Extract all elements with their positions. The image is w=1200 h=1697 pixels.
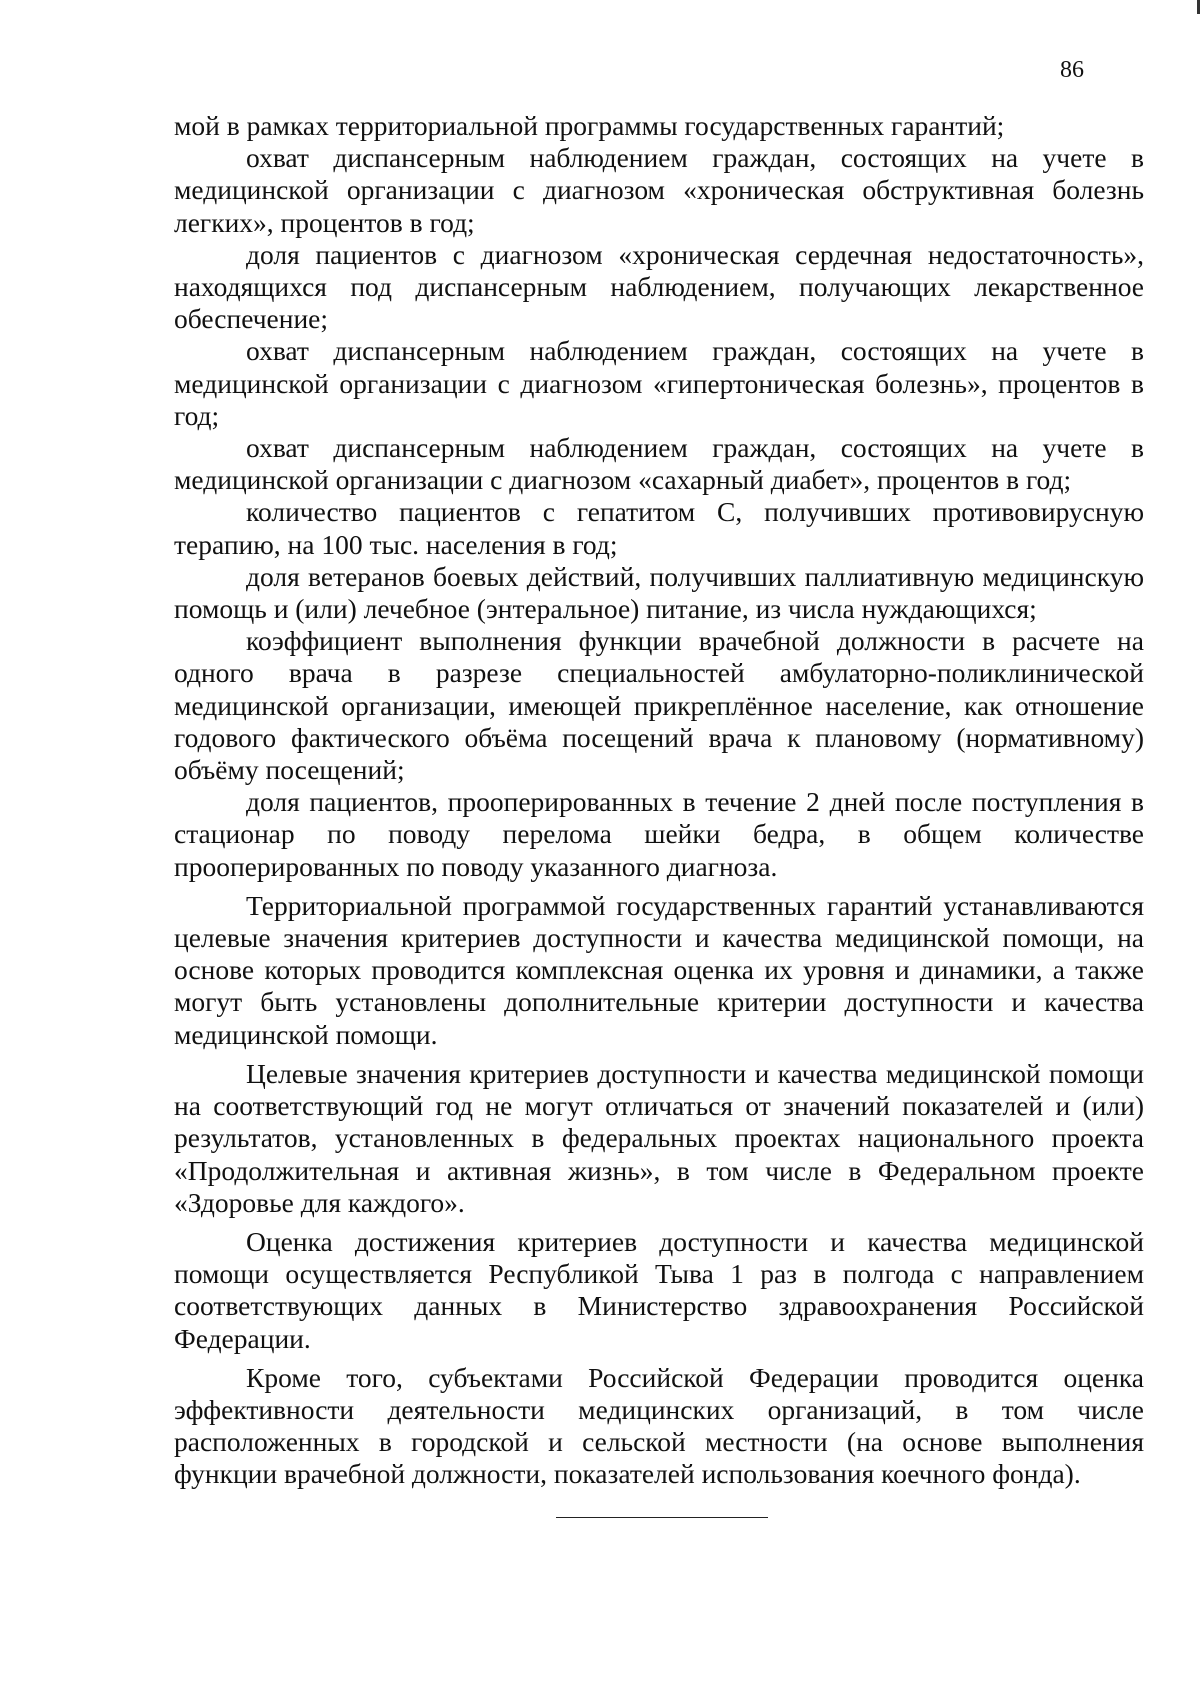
paragraph-target-values: Территориальной программой государственных гарантий устанавливаются целевые значения критериев доступности и качества медицинской помощи, на основе которых проводится комплексная оценка их уровня и динамики, а также могут быть установлены дополнительные критерии доступности и качества медицинской помощи. <box>174 889 1144 1050</box>
paragraph-heart-failure-share: доля пациентов с диагнозом «хроническая сердечная недостаточность», находящихся под диспансерным наблюдением, получающих лекарственное обеспечение; <box>174 238 1144 335</box>
section-end-rule <box>556 1517 768 1518</box>
paragraph-hepatitis-c: количество пациентов с гепатитом C, получивших противовирусную терапию, на 100 тыс. населения в год; <box>174 496 1144 560</box>
paragraph-copd-coverage: охват диспансерным наблюдением граждан, состоящих на учете в медицинской организации с диагнозом «хроническая обструктивная болезнь легких», процентов в год; <box>174 142 1144 238</box>
body-text <box>174 110 1144 1491</box>
paragraph-target-values-constraint: Целевые значения критериев доступности и качества медицинской помощи на соответствующий год не могут отличаться от значений показателей и (или) результатов, установленных в федеральных проектах национального проекта «Продолжительная и активная жизнь», в том числе в Федеральном проекте «Здоровье для каждого». <box>174 1057 1144 1218</box>
paragraph-diabetes-coverage: охват диспансерным наблюдением граждан, состоящих на учете в медицинской организации с диагнозом «сахарный диабет», процентов в год; <box>174 432 1144 496</box>
paragraph-hypertension-coverage: охват диспансерным наблюдением граждан, состоящих на учете в медицинской организации с диагнозом «гипертоническая болезнь», процентов в год; <box>174 335 1144 431</box>
paragraph-assessment-frequency: Оценка достижения критериев доступности и качества медицинской помощи осуществляется Республикой Тыва 1 раз в полгода с направлением соответствующих данных в Министерство здравоохранения Российской Федерации. <box>174 1225 1144 1354</box>
paragraph-hip-fracture-surgery: доля пациентов, прооперированных в течение 2 дней после поступления в стационар по поводу перелома шейки бедра, в общем количестве прооперированных по поводу указанного диагноза. <box>174 786 1144 882</box>
paragraph-veterans-palliative: доля ветеранов боевых действий, получивших паллиативную медицинскую помощь и (или) лечебное (энтеральное) питание, из числа нуждающихся; <box>174 560 1144 625</box>
paragraph-organization-efficiency: Кроме того, субъектами Российской Федерации проводится оценка эффективности деятельности медицинских организаций, в том числе расположенных в городской и сельской местности (на основе выполнения функции врачебной должности, показателей использования коечного фонда). <box>174 1361 1144 1490</box>
paragraph-continuation: мой в рамках территориальной программы государственных гарантий; <box>174 110 1005 141</box>
paragraph-physician-function-coefficient: коэффициент выполнения функции врачебной должности в расчете на одного врача в разрезе специальностей амбулаторно-поликлинической медицинской организации, имеющей прикреплённое население, как отношение годового фактического объёма посещений врача к плановому (нормативному) объёму посещений; <box>174 625 1144 786</box>
page-number: 86 <box>1060 57 1084 83</box>
